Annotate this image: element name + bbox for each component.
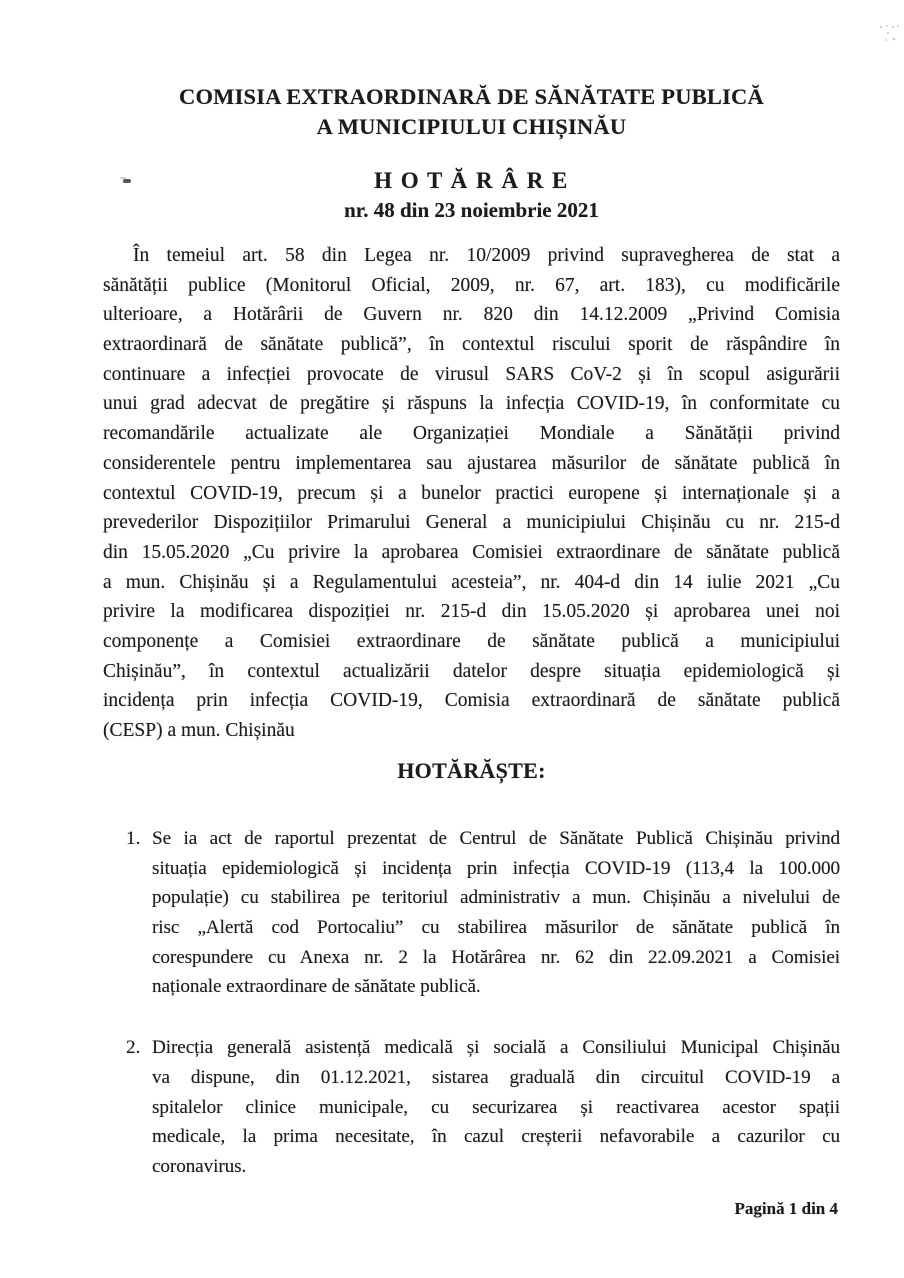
scan-corner-noise bbox=[878, 24, 900, 44]
text-line: componențe a Comisiei extraordinare de sănătate publică a municipiului bbox=[103, 630, 840, 652]
text-line: contextul COVID-19, precum și a bunelor practici europene și internaționale și a bbox=[103, 482, 840, 504]
text-line: medicale, la prima necesitate, în cazul creșterii nefavorabile a cazurilor cu bbox=[152, 1126, 840, 1148]
item-number: 1. bbox=[126, 828, 141, 849]
text-line: spitalelor clinice municipale, cu securizarea și reactivarea acestor spații bbox=[152, 1096, 840, 1118]
text-line: ulterioare, a Hotărârii de Guvern nr. 820 din 14.12.2009 „Privind Comisia bbox=[103, 304, 840, 326]
text-line: situația epidemiologică și incidența prin infecția COVID-19 (113,4 la 100.000 bbox=[152, 857, 840, 879]
text-line: extraordinară de sănătate publică”, în contextul riscului sporit de răspândire în bbox=[103, 334, 840, 356]
text-line: risc „Alertă cod Portocaliu” cu stabilirea măsurilor de sănătate publică în bbox=[152, 917, 840, 939]
text-line: Direcția generală asistență medicală și socială a Consiliului Municipal Chișinău bbox=[152, 1037, 840, 1059]
item-text bbox=[152, 824, 840, 1002]
text-line: Se ia act de raportul prezentat de Centrul de Sănătate Publică Chișinău privind bbox=[152, 828, 840, 849]
text-line: recomandările actualizate ale Organizației Mondiale a Sănătății privind bbox=[103, 423, 840, 445]
text-line: corespundere cu Anexa nr. 2 la Hotărârea nr. 62 din 22.09.2021 a Comisiei bbox=[152, 946, 840, 968]
document-header bbox=[103, 82, 840, 142]
text-line: continuare a infecției provocate de virusul SARS CoV-2 și în scopul asigurării bbox=[103, 363, 840, 385]
text-line: a mun. Chișinău și a Regulamentului acesteia”, nr. 404-d din 14 iulie 2021 „Cu bbox=[103, 571, 840, 593]
text-line: populație) cu stabilirea pe teritoriul administrativ a mun. Chișinău a nivelului de bbox=[152, 887, 840, 909]
item-number: 2. bbox=[126, 1037, 141, 1059]
text-line: Chișinău”, în contextul actualizării datelor despre situația epidemiologică și bbox=[103, 660, 840, 682]
organization-name-line1: COMISIA EXTRAORDINARĂ DE SĂNĂTATE PUBLICĂ bbox=[179, 84, 764, 109]
text-line: sănătății publice (Monitorul Oficial, 2009, nr. 67, art. 183), cu modificările bbox=[103, 274, 840, 296]
decision-title: H O T Ă R Â R E bbox=[374, 168, 569, 193]
item-text bbox=[152, 1033, 840, 1181]
text-line: va dispune, din 01.12.2021, sistarea graduală din circuitul COVID-19 a bbox=[152, 1066, 840, 1088]
text-line: (CESP) a mun. Chișinău bbox=[103, 720, 295, 741]
preamble-paragraph bbox=[103, 241, 840, 746]
organization-name-line2: A MUNICIPIULUI CHIȘINĂU bbox=[316, 114, 627, 139]
text-line: considerentele pentru implementarea sau ajustarea măsurilor de sănătate publică în bbox=[103, 452, 840, 474]
text-line: prevederilor Dispozițiilor Primarului General a municipiului Chișinău cu nr. 215-d bbox=[103, 512, 840, 534]
resolution-items bbox=[126, 824, 840, 1182]
text-line: din 15.05.2020 „Cu privire la aprobarea Comisiei extraordinare de sănătate publică bbox=[103, 541, 840, 563]
page-number: Pagină 1 din 4 bbox=[734, 1199, 838, 1218]
text-line: privire la modificarea dispoziției nr. 215-d din 15.05.2020 și aprobarea unei noi bbox=[103, 601, 840, 623]
resolution-item-1 bbox=[126, 824, 840, 1002]
text-line: În temeiul art. 58 din Legea nr. 10/2009 privind supravegherea de stat a bbox=[133, 245, 840, 266]
resolution-heading: HOTĂRĂȘTE: bbox=[397, 758, 546, 783]
text-line: coronavirus. bbox=[152, 1155, 247, 1177]
decision-number: nr. 48 din 23 noiembrie 2021 bbox=[344, 198, 599, 222]
text-line: incidența prin infecția COVID-19, Comisia extraordinară de sănătate publică bbox=[103, 690, 840, 712]
text-line: naționale extraordinare de sănătate publică. bbox=[152, 976, 481, 998]
text-line: unui grad adecvat de pregătire și răspuns la infecția COVID-19, în conformitate cu bbox=[103, 393, 840, 415]
resolution-item-2 bbox=[126, 1033, 840, 1181]
